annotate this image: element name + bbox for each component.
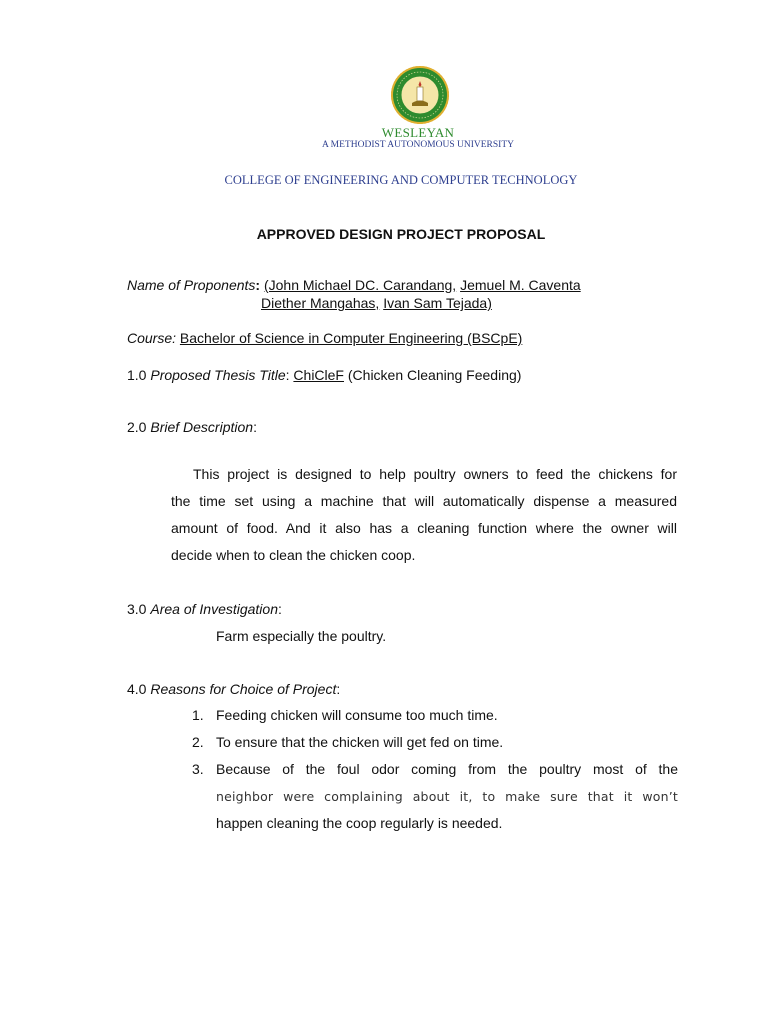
list-line: neighbor were complaining about it, to make sure that it won’t	[216, 789, 678, 804]
thesis-short-title: ChiCleF	[293, 367, 344, 383]
proponent-name: Ivan Sam Tejada)	[383, 295, 492, 311]
list-item	[192, 729, 678, 756]
proponent-name: Jemuel M. Caventa	[460, 277, 581, 293]
course-label: Course:	[127, 330, 177, 346]
section-number: 4.0	[127, 681, 147, 697]
investigation-heading: 3.0 Area of Investigation:	[127, 601, 282, 617]
paragraph-line: decide when to clean the chicken coop.	[171, 547, 416, 563]
course-line	[127, 329, 522, 347]
course-value: Bachelor of Science in Computer Engineering (BSCpE)	[179, 330, 523, 346]
college-name: COLLEGE OF ENGINEERING AND COMPUTER TECHNOLOGY	[224, 173, 578, 187]
thesis-full-title: (Chicken Cleaning Feeding)	[347, 367, 522, 383]
section-number: 3.0	[127, 601, 147, 617]
list-line: To ensure that the chicken will get fed on time.	[216, 734, 504, 750]
investigation-label: Area of Investigation	[150, 601, 278, 617]
proponents-colon: :	[255, 277, 261, 293]
list-number: 1.	[192, 707, 204, 723]
proponents-label: Name of Proponents	[127, 277, 256, 293]
university-seal-icon	[390, 65, 450, 125]
paragraph-line: the time set using a machine that will automatically dispense a measured	[171, 493, 677, 509]
investigation-value: Farm especially the poultry.	[216, 628, 387, 644]
list-line: happen cleaning the coop regularly is needed.	[216, 815, 503, 831]
list-item	[192, 756, 678, 837]
description-paragraph	[171, 461, 677, 569]
university-subtitle: A METHODIST AUTONOMOUS UNIVERSITY	[321, 140, 515, 150]
paragraph-line: This project is designed to help poultry owners to feed the chickens for	[193, 466, 677, 482]
reasons-label: Reasons for Choice of Project	[150, 681, 337, 697]
description-label: Brief Description	[150, 419, 254, 435]
document-title: APPROVED DESIGN PROJECT PROPOSAL	[256, 226, 546, 242]
paragraph-line: amount of food. And it also has a cleaning function where the owner will	[171, 520, 677, 536]
section-number: 1.0	[127, 367, 147, 383]
proponent-name: Diether Mangahas,	[261, 295, 380, 311]
list-number: 3.	[192, 761, 204, 777]
thesis-label: Proposed Thesis Title	[150, 367, 286, 383]
section-number: 2.0	[127, 419, 147, 435]
thesis-title-line: 1.0 Proposed Thesis Title: ChiCleF (Chicken Cleaning Feeding)	[127, 367, 522, 383]
list-item	[192, 702, 678, 729]
list-number: 2.	[192, 734, 204, 750]
list-line: Feeding chicken will consume too much time.	[216, 707, 498, 723]
proponents-line-1	[127, 276, 581, 294]
list-line: Because of the foul odor coming from the poultry most of the	[216, 761, 678, 777]
proponent-name: (John Michael DC. Carandang,	[263, 277, 457, 293]
description-heading: 2.0 Brief Description:	[127, 419, 257, 435]
proponents-line-2	[261, 294, 492, 312]
university-name: WESLEYAN	[381, 125, 455, 140]
reasons-heading: 4.0 Reasons for Choice of Project:	[127, 681, 341, 697]
